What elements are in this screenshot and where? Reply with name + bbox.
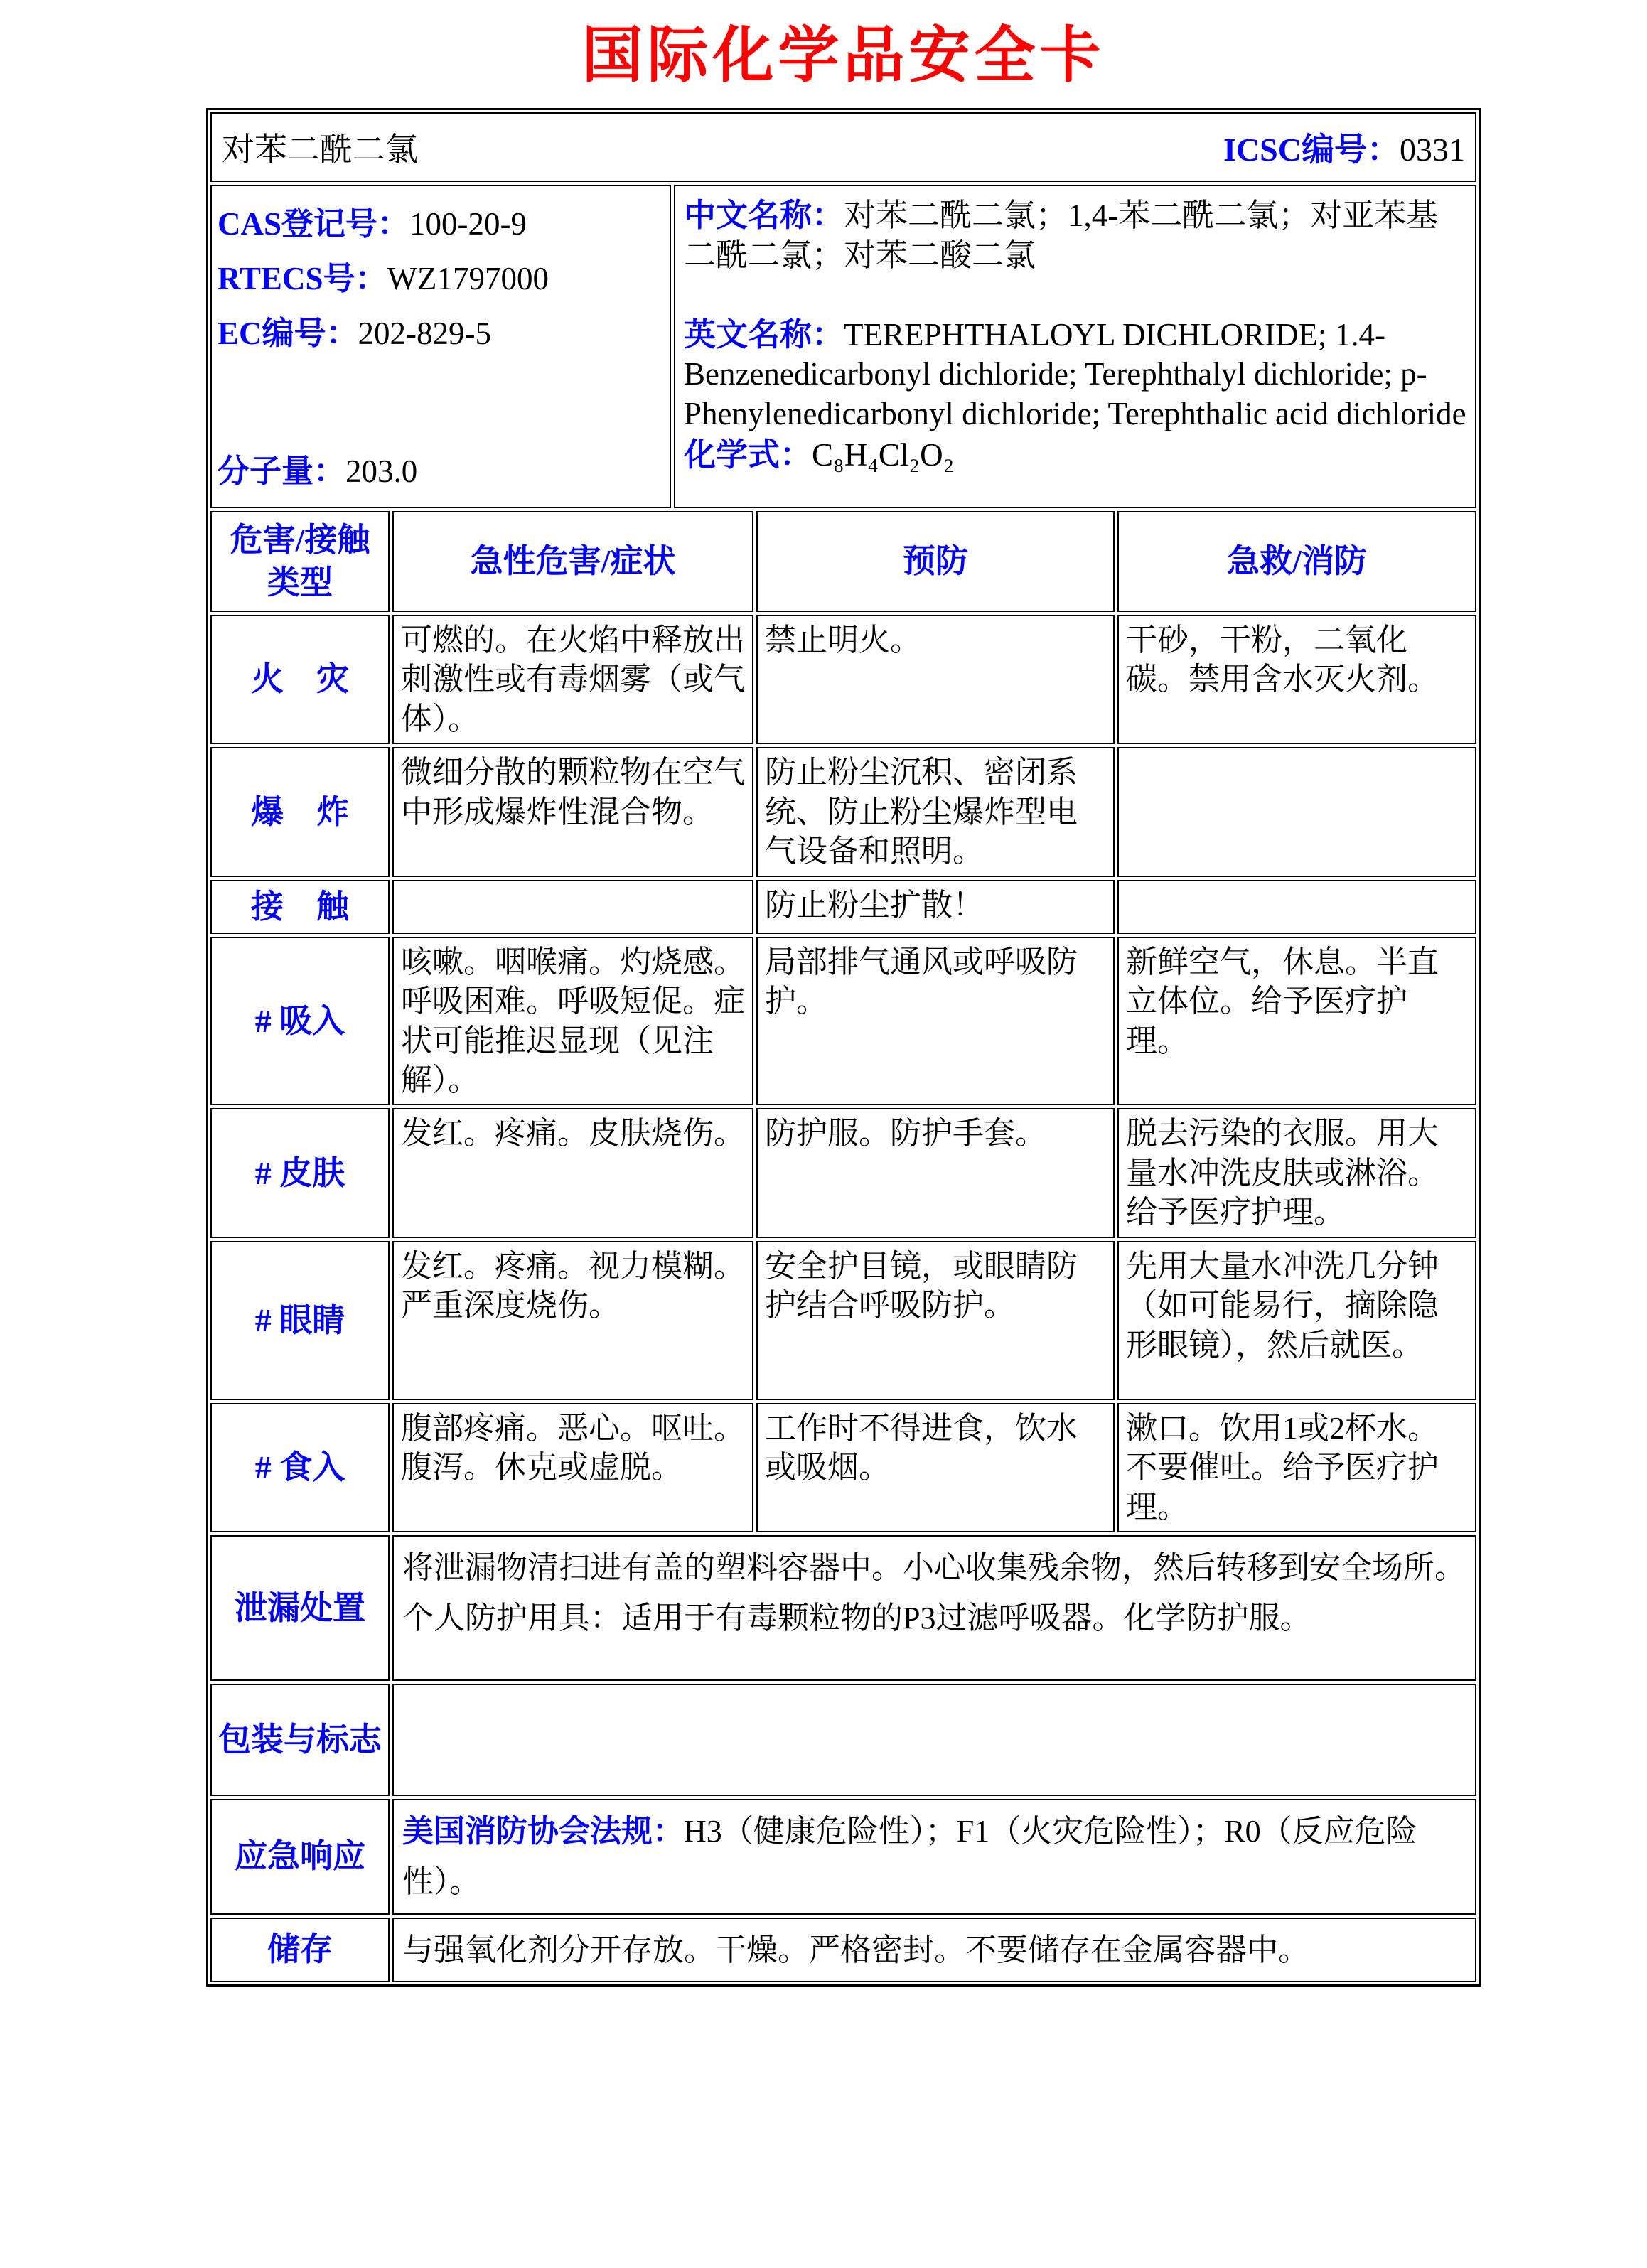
row-label-spill-disposal: 泄漏处置: [210, 1535, 390, 1681]
skin-symptoms-cell: 发红。疼痛。皮肤烧伤。: [392, 1108, 753, 1237]
molecular-weight-line: [218, 445, 665, 491]
hazard-type-header-line1: 危害/接触: [230, 522, 370, 559]
eyes-first-aid-cell: 先用大量水冲洗几分钟（如可能易行，摘除隐形眼镜），然后就医。: [1117, 1241, 1476, 1400]
spill-disposal-cell: 将泄漏物清扫进有盖的塑料容器中。小心收集残余物，然后转移到安全场所。个人防护用具：适用于有毒颗粒物的P3过滤呼吸器。化学防护服。: [392, 1535, 1476, 1681]
exposure-prevention-cell: 防止粉尘扩散！: [756, 880, 1115, 934]
chemical-formula-value: C₈H₄Cl₂O₂: [812, 436, 955, 473]
substance-name: 对苯二酰二氯: [222, 131, 418, 168]
registry-numbers: [218, 198, 665, 353]
ingestion-prevention-cell: 工作时不得进食，饮水或吸烟。: [756, 1403, 1115, 1532]
skin-first-aid-cell: 脱去污染的衣服。用大量水冲洗皮肤或淋浴。给予医疗护理。: [1117, 1108, 1476, 1237]
chemical-names-cell: [674, 185, 1476, 508]
fire-prevention-cell: 禁止明火。: [756, 615, 1115, 744]
row-label-exposure: 接 触: [210, 880, 390, 934]
symptoms-header: 急性危害/症状: [392, 511, 753, 612]
nfpa-code-value: H3（健康危险性）；F1（火灾危险性）；R0（反应危险性）。: [402, 1814, 1417, 1900]
hazard-type-header: [210, 511, 390, 612]
row-label-explosion: 爆 炸: [210, 747, 390, 876]
hazard-type-header-text: [230, 519, 370, 604]
fire-symptoms-cell: 可燃的。在火焰中释放出刺激性或有毒烟雾（或气体）。: [392, 615, 753, 744]
row-label-eyes: # 眼睛: [210, 1241, 390, 1400]
ingestion-symptoms-cell: 腹部疼痛。恶心。呕吐。腹泻。休克或虚脱。: [392, 1403, 753, 1532]
chinese-name-value: 对苯二酰二氯；1,4-苯二酰二氯；对亚苯基二酰二氯；对苯二酸二氯: [684, 198, 1439, 273]
icsc-number-label: ICSC编号：: [1223, 131, 1400, 168]
icsc-number-value: 0331: [1400, 131, 1465, 168]
row-label-fire: 火 灾: [210, 615, 390, 744]
first-aid-header: 急救/消防: [1117, 511, 1476, 612]
row-label-emergency-response: 应急响应: [210, 1799, 390, 1915]
rtecs-value: WZ1797000: [387, 261, 549, 296]
explosion-first-aid-cell: [1117, 747, 1476, 876]
hazard-table: [210, 511, 1476, 1982]
inhalation-first-aid-cell: 新鲜空气，休息。半直立体位。给予医疗护理。: [1117, 937, 1476, 1106]
explosion-prevention-cell: 防止粉尘沉积、密闭系统、防止粉尘爆炸型电气设备和照明。: [756, 747, 1115, 876]
eyes-symptoms-cell: 发红。疼痛。视力模糊。严重深度烧伤。: [392, 1241, 753, 1400]
row-label-ingestion: # 食入: [210, 1403, 390, 1532]
molecular-weight-value: 203.0: [345, 453, 418, 489]
safety-card: [206, 108, 1481, 1987]
rtecs-number-line: [218, 252, 665, 299]
inhalation-symptoms-cell: 咳嗽。咽喉痛。灼烧感。呼吸困难。呼吸短促。症状可能推迟显现（见注解）。: [392, 937, 753, 1106]
ec-value: 202-829-5: [358, 316, 491, 351]
emergency-response-cell: [392, 1799, 1476, 1915]
exposure-first-aid-cell: [1117, 880, 1476, 934]
row-label-skin: # 皮肤: [210, 1108, 390, 1237]
eyes-prevention-cell: 安全护目镜，或眼睛防护结合呼吸防护。: [756, 1241, 1115, 1400]
identifiers-section: [210, 185, 1476, 508]
explosion-symptoms-cell: 微细分散的颗粒物在空气中形成爆炸性混合物。: [392, 747, 753, 876]
cas-value: 100-20-9: [409, 206, 527, 242]
skin-prevention-cell: 防护服。防护手套。: [756, 1108, 1115, 1237]
cas-number-line: [218, 198, 665, 244]
storage-cell: 与强氧化剂分开存放。干燥。严格密封。不要储存在金属容器中。: [392, 1918, 1476, 1982]
cas-label: CAS登记号：: [218, 206, 410, 242]
chinese-name-paragraph: [684, 196, 1468, 276]
rtecs-label: RTECS号：: [218, 261, 387, 296]
substance-header-row: [210, 112, 1476, 182]
packaging-cell: [392, 1684, 1476, 1796]
document-title: 国际化学品安全卡: [581, 21, 1105, 90]
exposure-symptoms-cell: [392, 880, 753, 934]
row-label-packaging: 包装与标志: [210, 1684, 390, 1796]
icsc-number-group: [1223, 124, 1465, 171]
ec-label: EC编号：: [218, 316, 358, 351]
registry-numbers-cell: [210, 185, 671, 508]
inhalation-prevention-cell: 局部排气通风或呼吸防护。: [756, 937, 1115, 1106]
nfpa-code-label: 美国消防协会法规：: [402, 1814, 684, 1849]
prevention-header: 预防: [756, 511, 1115, 612]
row-label-inhalation: # 吸入: [210, 937, 390, 1106]
english-name-value: TEREPHTHALOYL DICHLORIDE; 1.4-Benzenedicarbonyl dichloride; Terephthalyl dichloride; p-Phenylenedicarbonyl dichloride; Terephthalic acid dichloride: [684, 316, 1466, 432]
ec-number-line: [218, 307, 665, 353]
ingestion-first-aid-cell: 漱口。饮用1或2杯水。不要催吐。给予医疗护理。: [1117, 1403, 1476, 1532]
english-name-paragraph: [684, 316, 1468, 434]
chemical-formula-line: [684, 436, 1468, 475]
fire-first-aid-cell: 干砂，干粉，二氧化碳。禁用含水灭火剂。: [1117, 615, 1476, 744]
hazard-type-header-line2: 类型: [267, 564, 333, 601]
row-label-storage: 储存: [210, 1918, 390, 1982]
chemical-formula-label: 化学式：: [684, 436, 812, 473]
english-name-label: 英文名称：: [684, 316, 844, 353]
chinese-name-label: 中文名称：: [684, 198, 844, 233]
molecular-weight-label: 分子量：: [218, 453, 346, 489]
